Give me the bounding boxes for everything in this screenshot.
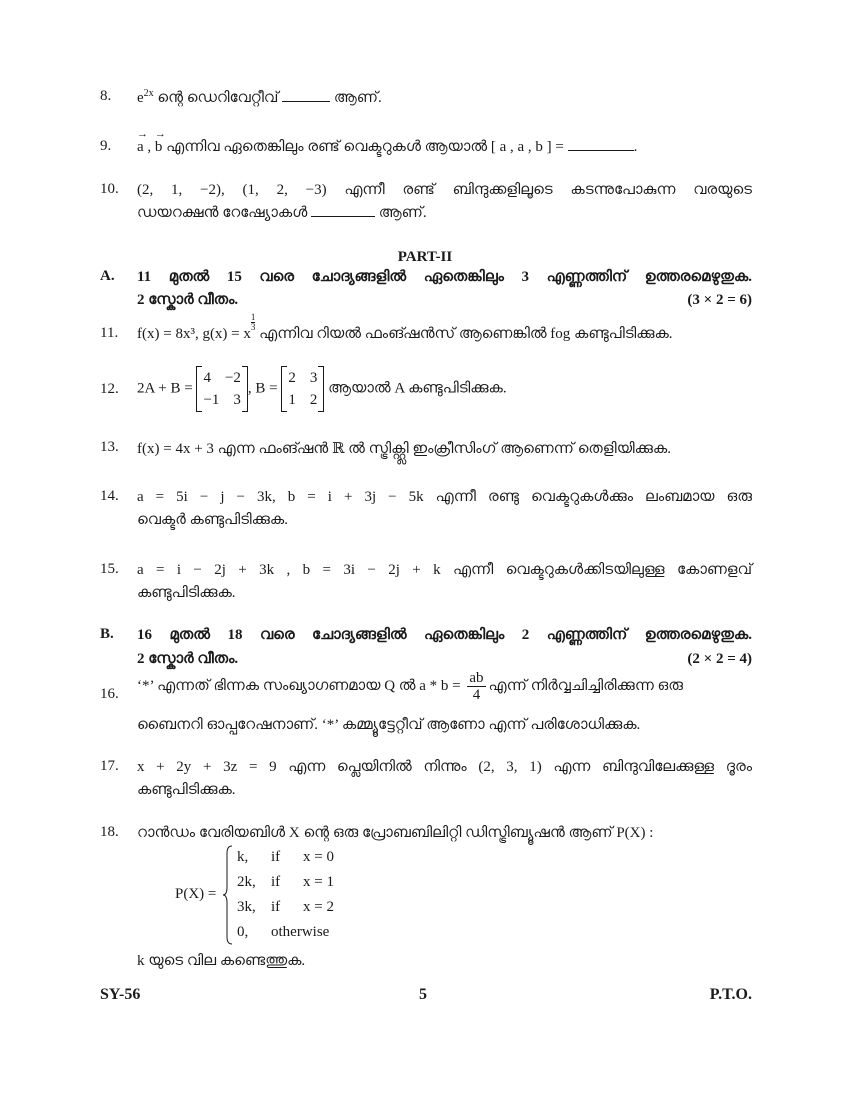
q10-line2 bbox=[137, 204, 752, 222]
q11-text bbox=[137, 312, 752, 343]
q8-base: e bbox=[137, 90, 144, 106]
q10-line2-text: ഡയറക്ഷൻ റേഷ്യോകൾ bbox=[137, 205, 312, 221]
matrix-cell: 1 bbox=[288, 392, 296, 408]
q12-lhs: 2A + B = bbox=[137, 380, 193, 397]
q12-matrix-2 bbox=[281, 366, 324, 412]
matrix-cell: 3 bbox=[309, 370, 318, 386]
q18-lhs: P(X) = bbox=[175, 886, 217, 902]
q8-text bbox=[137, 88, 752, 107]
q16-fraction bbox=[467, 670, 485, 703]
q16-line2: ബൈനറി ഓപ്പറേഷനാണ്. ‘*’ കമ്മ്യൂട്ടേറ്റീവ് ആണോ എന്ന് പരിശോധിക്കുക. bbox=[137, 717, 641, 733]
q14-line1: a = 5i − j − 3k, b = i + 3j − 5k എന്നീ രണ്ടു വെക്ടറുകൾക്കും ലംബമായ ഒരു bbox=[137, 489, 752, 505]
section-a-score: 2 സ്കോർ വീതം. bbox=[137, 292, 239, 308]
case-value: 0, bbox=[237, 924, 249, 940]
case-value: 3k, bbox=[237, 899, 256, 915]
q13-number: 13. bbox=[100, 439, 119, 455]
q18-line1: റാൻഡം വേരിയബിൾ X ന്റെ ഒരു പ്രോബബിലിറ്റി ഡിസ്ട്രിബ്യൂഷൻ ആണ് P(X) : bbox=[137, 825, 654, 841]
matrix-cell: 3 bbox=[233, 392, 241, 408]
case-equation: x = 0 bbox=[303, 849, 334, 865]
q8-body: ന്റെ ഡെറിവേറ്റീവ് bbox=[153, 90, 283, 106]
q18-last-line: k യുടെ വില കണ്ടെത്തുക. bbox=[137, 953, 306, 969]
section-b-score: 2 സ്കോർ വീതം. bbox=[137, 651, 239, 667]
q11-body: എന്നിവ റിയൽ ഫംങ്ഷൻസ് ആണെങ്കിൽ fog കണ്ടുപിടിക്കുക. bbox=[255, 326, 673, 342]
case-equation: x = 1 bbox=[303, 874, 334, 890]
section-b-label: B. bbox=[100, 626, 114, 642]
section-a-instruction: 11 മുതൽ 15 വരെ ചോദ്യങ്ങളിൽ ഏതെങ്കിലും 3 എണ്ണത്തിന് ഉത്തരമെഴുതുക. bbox=[137, 269, 752, 285]
q8-number: 8. bbox=[100, 88, 112, 104]
q17-line1: x + 2y + 3z = 9 എന്ന പ്ലെയിനിൽ നിന്നും (2, 3, 1) എന്ന ബിന്ദുവിലേക്കുള്ള ദൂരം bbox=[137, 759, 752, 775]
q9-number: 9. bbox=[100, 138, 112, 154]
q9-blank bbox=[568, 150, 634, 151]
q10-line1: (2, 1, −2), (1, 2, −3) എന്നീ രണ്ട് ബിന്ദുക്കളിലൂടെ കടന്നുപോകുന്ന വരയുടെ bbox=[137, 182, 752, 198]
q16-frac-num: ab bbox=[469, 670, 484, 686]
case-condition: otherwise bbox=[271, 924, 330, 940]
q9-vec-b: → b bbox=[155, 139, 163, 156]
section-b-marks: (2 × 2 = 4) bbox=[687, 651, 752, 667]
q9-triple: a , a , b bbox=[499, 139, 543, 155]
q16-line1 bbox=[137, 670, 752, 703]
case-value: k, bbox=[237, 849, 249, 865]
q8-post: ആണ്. bbox=[330, 90, 382, 106]
section-b-instruction: 16 മുതൽ 18 വരെ ചോദ്യങ്ങളിൽ ഏതെങ്കിലും 2 എണ്ണത്തിന് ഉത്തരമെഴുതുക. bbox=[137, 627, 752, 643]
case-condition: if bbox=[271, 849, 281, 865]
q16-number: 16. bbox=[100, 686, 119, 702]
case-value: 2k, bbox=[237, 874, 256, 890]
paper-code: SY-56 bbox=[100, 986, 141, 1003]
brace-icon bbox=[223, 845, 233, 945]
pto-label: P.T.O. bbox=[709, 986, 752, 1003]
q9-vec-a: → a bbox=[137, 139, 144, 156]
q17-line2: കണ്ടുപിടിക്കുക. bbox=[137, 782, 236, 798]
q12-number: 12. bbox=[100, 381, 119, 397]
q16-pre: ‘*’ എന്നത് ഭിന്നക സംഖ്യാഗണമായ Q ൽ a * b = bbox=[137, 677, 461, 694]
q18-cases bbox=[237, 845, 357, 945]
q14-line2: വെക്ടർ കണ്ടുപിടിക്കുക. bbox=[137, 512, 288, 528]
page-number: 5 bbox=[419, 986, 427, 1003]
q9-post: ] = bbox=[546, 139, 564, 155]
q15-line2: കണ്ടുപിടിക്കുക. bbox=[137, 585, 236, 601]
q11-math: f(x) = 8x³, g(x) = x bbox=[137, 326, 251, 342]
q10-line2-post: ആണ്. bbox=[375, 205, 427, 221]
case-row bbox=[237, 870, 357, 895]
q12-mid: , B = bbox=[247, 380, 278, 397]
q15-line1: a = i − 2j + 3k , b = 3i − 2j + k എന്നീ വെക്ടറുകൾക്കിടയിലുള്ള കോണളവ് bbox=[137, 562, 752, 578]
matrix-cell: −1 bbox=[203, 392, 220, 408]
matrix-cell: 2 bbox=[288, 370, 296, 386]
q17-number: 17. bbox=[100, 758, 119, 774]
q11-exp-num: 1 bbox=[250, 312, 256, 322]
matrix-cell: −2 bbox=[224, 370, 241, 386]
case-row bbox=[237, 845, 357, 870]
q15-number: 15. bbox=[100, 561, 119, 577]
q9-text: → a , → b എന്നിവ ഏതെങ്കിലും രണ്ട് വെക്ടറുകൾ ആയാൽ [ a , a , b ] = . bbox=[137, 138, 752, 156]
q18-number: 18. bbox=[100, 824, 119, 840]
matrix-cell: 2 bbox=[309, 392, 318, 408]
q13-text: f(x) = 4x + 3 എന്ന ഫംങ്ഷൻ ℝ ൽ സ്ട്രിക്റ്റ്ലി ഇംക്രീസിംഗ് ആണെന്ന് തെളിയിക്കുക. bbox=[137, 441, 671, 457]
q16-post: എന്ന് നിർവ്വചിച്ചിരിക്കുന്ന ഒരു bbox=[488, 677, 683, 694]
q12-body: ആയാൽ A കണ്ടുപിടിക്കുക. bbox=[324, 380, 507, 397]
q8-exponent: 2x bbox=[143, 88, 154, 99]
q9-body: എന്നിവ ഏതെങ്കിലും രണ്ട് വെക്ടറുകൾ ആയാൽ [ bbox=[162, 139, 496, 155]
section-a-label: A. bbox=[100, 268, 115, 284]
q10-blank bbox=[311, 216, 375, 217]
case-condition: if bbox=[271, 899, 281, 915]
q10-number: 10. bbox=[100, 181, 119, 197]
case-row bbox=[237, 895, 357, 920]
q12-matrix-1 bbox=[196, 366, 247, 412]
q8-blank bbox=[282, 101, 330, 102]
case-condition: if bbox=[271, 874, 281, 890]
matrix-cell: 4 bbox=[203, 370, 211, 386]
q12-text bbox=[137, 366, 752, 412]
case-row bbox=[237, 920, 357, 945]
q14-number: 14. bbox=[100, 488, 119, 504]
q16-frac-den: 4 bbox=[472, 687, 481, 703]
q11-number: 11. bbox=[100, 325, 119, 341]
part-title: PART-II bbox=[397, 249, 453, 265]
q11-exp-den: 3 bbox=[250, 322, 256, 332]
case-equation: x = 2 bbox=[303, 899, 334, 915]
section-a-marks: (3 × 2 = 6) bbox=[687, 292, 752, 308]
